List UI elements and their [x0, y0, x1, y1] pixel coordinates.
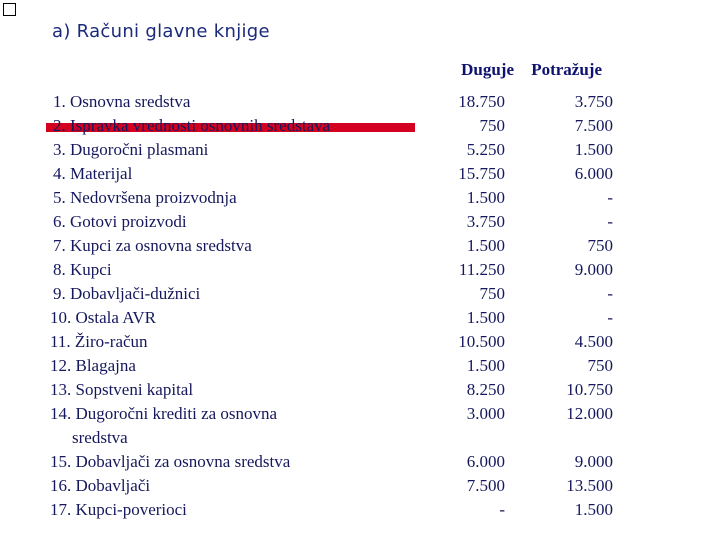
account-name: 12. Blagajna — [50, 356, 136, 375]
table-row — [0, 90, 720, 114]
accounts-table — [0, 90, 720, 522]
table-row — [0, 354, 720, 378]
potrazuje-value: - — [607, 284, 613, 303]
table-row — [0, 330, 720, 354]
duguje-value: 3.750 — [466, 212, 505, 231]
header-potrazuje: Potražuje — [531, 60, 602, 79]
account-name: 1. Osnovna sredstva — [53, 92, 191, 111]
potrazuje-value: 13.500 — [566, 476, 613, 495]
table-row — [0, 474, 720, 498]
potrazuje-value: 750 — [587, 236, 613, 255]
table-row-continuation — [0, 426, 720, 450]
account-name: 3. Dugoročni plasmani — [53, 140, 209, 159]
table-row — [0, 402, 720, 426]
duguje-value: 750 — [479, 284, 505, 303]
potrazuje-value: 1.500 — [574, 140, 613, 159]
potrazuje-value: 7.500 — [574, 116, 613, 135]
potrazuje-value: 9.000 — [574, 452, 613, 471]
potrazuje-value: 12.000 — [566, 404, 613, 423]
account-name-continuation: sredstva — [72, 428, 128, 447]
table-row — [0, 138, 720, 162]
duguje-value: 750 — [479, 116, 505, 135]
table-row — [0, 186, 720, 210]
potrazuje-value: 10.750 — [566, 380, 613, 399]
potrazuje-value: 1.500 — [574, 500, 613, 519]
potrazuje-value: - — [607, 308, 613, 327]
duguje-value: - — [499, 500, 505, 519]
duguje-value: 10.500 — [458, 332, 505, 351]
table-row — [0, 306, 720, 330]
duguje-value: 3.000 — [466, 404, 505, 423]
account-name: 8. Kupci — [53, 260, 112, 279]
duguje-value: 6.000 — [466, 452, 505, 471]
potrazuje-value: - — [607, 212, 613, 231]
duguje-value: 5.250 — [466, 140, 505, 159]
duguje-value: 1.500 — [466, 188, 505, 207]
account-name: 11. Žiro-račun — [50, 332, 148, 351]
potrazuje-value: 4.500 — [574, 332, 613, 351]
account-name: 4. Materijal — [53, 164, 133, 183]
table-row — [0, 234, 720, 258]
account-name: 9. Dobavljači-dužnici — [53, 284, 201, 303]
account-name: 17. Kupci-poverioci — [50, 500, 187, 519]
account-name: 7. Kupci za osnovna sredstva — [53, 236, 252, 255]
duguje-value: 18.750 — [458, 92, 505, 111]
table-row — [0, 162, 720, 186]
potrazuje-value: - — [607, 188, 613, 207]
table-row — [0, 498, 720, 522]
duguje-value: 1.500 — [466, 308, 505, 327]
duguje-value: 11.250 — [458, 260, 505, 279]
table-row — [0, 258, 720, 282]
slide-title: a) Računi glavne knjige — [52, 21, 270, 42]
duguje-value: 7.500 — [466, 476, 505, 495]
potrazuje-value: 9.000 — [574, 260, 613, 279]
duguje-value: 8.250 — [466, 380, 505, 399]
duguje-value: 1.500 — [466, 236, 505, 255]
potrazuje-value: 3.750 — [574, 92, 613, 111]
account-name: 10. Ostala AVR — [50, 308, 156, 327]
table-row — [0, 210, 720, 234]
table-row — [0, 114, 720, 138]
account-name: 14. Dugoročni krediti za osnovna — [50, 404, 278, 423]
table-row — [0, 450, 720, 474]
account-name: 5. Nedovršena proizvodnja — [53, 188, 237, 207]
account-name: 13. Sopstveni kapital — [50, 380, 194, 399]
table-row — [0, 378, 720, 402]
corner-checkbox-icon — [3, 3, 16, 16]
duguje-value: 1.500 — [466, 356, 505, 375]
potrazuje-value: 6.000 — [574, 164, 613, 183]
account-name: 6. Gotovi proizvodi — [53, 212, 187, 231]
account-name: 2. Ispravka vrednosti osnovnih sredstava — [53, 116, 331, 135]
account-name: 15. Dobavljači za osnovna sredstva — [50, 452, 291, 471]
potrazuje-value: 750 — [587, 356, 613, 375]
header-duguje: Duguje — [461, 60, 514, 79]
account-name: 16. Dobavljači — [50, 476, 151, 495]
table-row — [0, 282, 720, 306]
duguje-value: 15.750 — [458, 164, 505, 183]
column-headers — [0, 60, 720, 84]
